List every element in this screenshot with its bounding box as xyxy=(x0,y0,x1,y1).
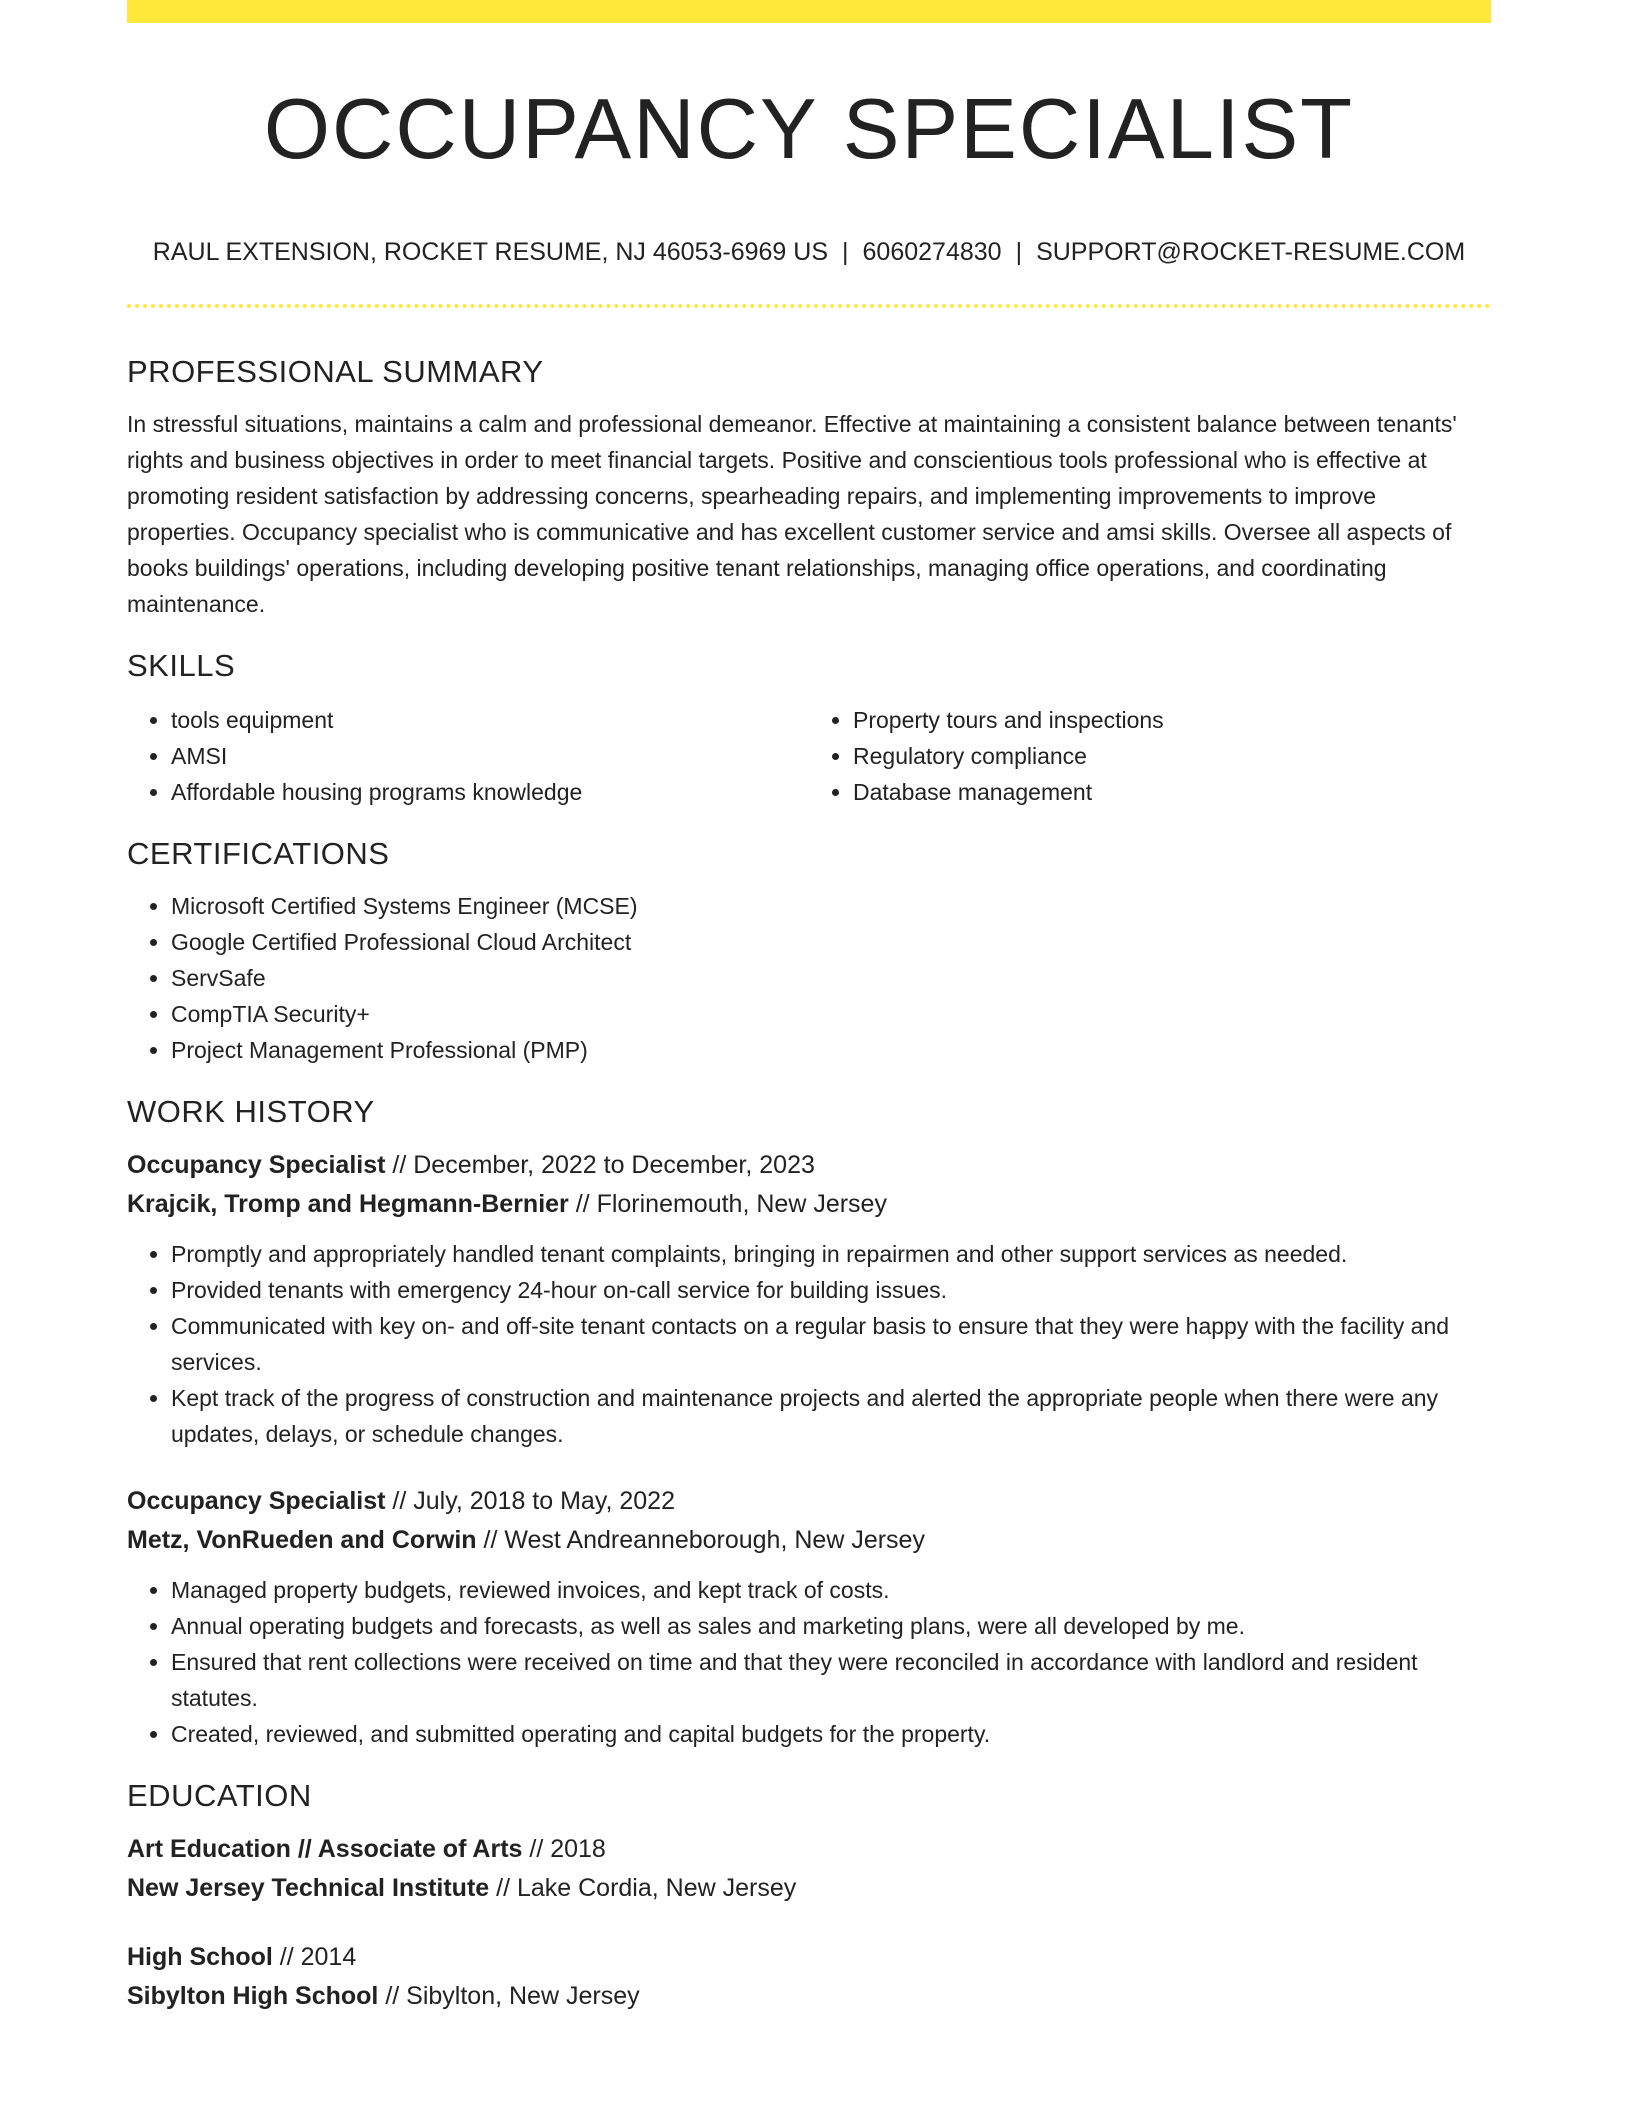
education-heading: EDUCATION xyxy=(127,1778,312,1813)
job-title-line xyxy=(127,1146,1491,1185)
job-company-line xyxy=(127,1521,1491,1560)
skill-item: • Property tours and inspections xyxy=(853,702,1491,738)
contact-email: SUPPORT@ROCKET-RESUME.COM xyxy=(1036,238,1466,266)
education-year: // 2018 xyxy=(522,1835,606,1863)
skill-item: • Affordable housing programs knowledge xyxy=(171,774,809,810)
job-bullet: • Annual operating budgets and forecasts, as well as sales and marketing plans, were all developed by me. xyxy=(171,1608,1491,1644)
job-title-line xyxy=(127,1482,1491,1521)
certification-item: • ServSafe xyxy=(171,960,1491,996)
work-history-heading: WORK HISTORY xyxy=(127,1094,375,1129)
job-bullet: • Communicated with key on- and off-site tenant contacts on a regular basis to ensure that they were happy with the facility and services. xyxy=(171,1308,1491,1380)
summary-section xyxy=(127,350,1491,622)
education-degree: Art Education // Associate of Arts xyxy=(127,1835,523,1863)
education-school: Sibylton High School xyxy=(127,1982,379,2010)
job-bullet: • Promptly and appropriately handled tenant complaints, bringing in repairmen and other support services as needed. xyxy=(171,1236,1491,1272)
skills-columns xyxy=(127,702,1491,810)
skill-item: • tools equipment xyxy=(171,702,809,738)
accent-bar xyxy=(127,0,1491,23)
job-location: // West Andreanneborough, New Jersey xyxy=(476,1526,925,1554)
job-company: Krajcik, Tromp and Hegmann-Bernier xyxy=(127,1190,569,1218)
job-company-line xyxy=(127,1185,1491,1224)
dotted-divider xyxy=(127,304,1491,308)
education-year: // 2014 xyxy=(272,1943,357,1971)
certification-item: • Project Management Professional (PMP) xyxy=(171,1032,1491,1068)
contact-address: RAUL EXTENSION, ROCKET RESUME, NJ 46053-6969 US xyxy=(152,238,829,266)
certification-item: • Microsoft Certified Systems Engineer (MCSE) xyxy=(171,888,1491,924)
resume-body xyxy=(127,350,1491,2046)
skills-heading: SKILLS xyxy=(127,648,236,683)
education-degree-line xyxy=(127,1830,1491,1869)
job-dates: // December, 2022 to December, 2023 xyxy=(385,1151,815,1179)
education-entry xyxy=(127,1938,1491,2016)
skills-list-right xyxy=(809,702,1491,810)
certifications-list xyxy=(127,888,1491,1068)
job-company: Metz, VonRueden and Corwin xyxy=(127,1526,477,1554)
contact-separator: | xyxy=(1015,238,1023,266)
contact-phone: 6060274830 xyxy=(862,238,1002,266)
skills-section xyxy=(127,644,1491,810)
contact-separator: | xyxy=(842,238,849,266)
job-dates: // July, 2018 to May, 2022 xyxy=(385,1487,675,1515)
skill-item: • AMSI xyxy=(171,738,809,774)
education-school: New Jersey Technical Institute xyxy=(127,1874,490,1902)
certifications-heading: CERTIFICATIONS xyxy=(127,836,390,871)
education-location: // Sibylton, New Jersey xyxy=(378,1982,640,2010)
job-entry xyxy=(127,1146,1491,1452)
contact-line xyxy=(127,236,1491,268)
education-location: // Lake Cordia, New Jersey xyxy=(489,1874,797,1902)
job-bullet: • Kept track of the progress of construction and maintenance projects and alerted the appropriate people when there were any updates, delays, or schedule changes. xyxy=(171,1380,1491,1452)
job-bullet: • Ensured that rent collections were received on time and that they were reconciled in accordance with landlord and resident statutes. xyxy=(171,1644,1491,1716)
job-bullets xyxy=(127,1236,1491,1452)
job-title: Occupancy Specialist xyxy=(127,1487,386,1515)
education-entry xyxy=(127,1830,1491,1908)
education-school-line xyxy=(127,1869,1491,1908)
page-title: OCCUPANCY SPECIALIST xyxy=(263,82,1355,177)
skill-item: • Database management xyxy=(853,774,1491,810)
education-section xyxy=(127,1774,1491,2016)
skills-list-left xyxy=(127,702,809,810)
job-bullets xyxy=(127,1572,1491,1752)
job-bullet: • Provided tenants with emergency 24-hour on-call service for building issues. xyxy=(171,1272,1491,1308)
job-bullet: • Managed property budgets, reviewed invoices, and kept track of costs. xyxy=(171,1572,1491,1608)
job-bullet: • Created, reviewed, and submitted operating and capital budgets for the property. xyxy=(171,1716,1491,1752)
skill-item: • Regulatory compliance xyxy=(853,738,1491,774)
certifications-section xyxy=(127,832,1491,1068)
job-entry xyxy=(127,1482,1491,1752)
certification-item: • CompTIA Security+ xyxy=(171,996,1491,1032)
education-degree: High School xyxy=(127,1943,273,1971)
job-title: Occupancy Specialist xyxy=(127,1151,386,1179)
certification-item: • Google Certified Professional Cloud Architect xyxy=(171,924,1491,960)
summary-heading: PROFESSIONAL SUMMARY xyxy=(127,354,544,389)
summary-text: In stressful situations, maintains a calm and professional demeanor. Effective at maintaining a consistent balance between tenants' rights and business objectives in order to meet financial targets. Positive and conscientious tools professional who is effective at promoting resident satisfaction by addressing concerns, spearheading repairs, and implementing improvements to improve properties. Occupancy specialist who is communicative and has excellent customer service and amsi skills. Oversee all aspects of books buildings' operations, including developing positive tenant relationships, managing office operations, and coordinating maintenance. xyxy=(127,411,1457,617)
education-degree-line xyxy=(127,1938,1491,1977)
work-history-section xyxy=(127,1090,1491,1752)
education-school-line xyxy=(127,1977,1491,2016)
job-location: // Florinemouth, New Jersey xyxy=(568,1190,887,1218)
